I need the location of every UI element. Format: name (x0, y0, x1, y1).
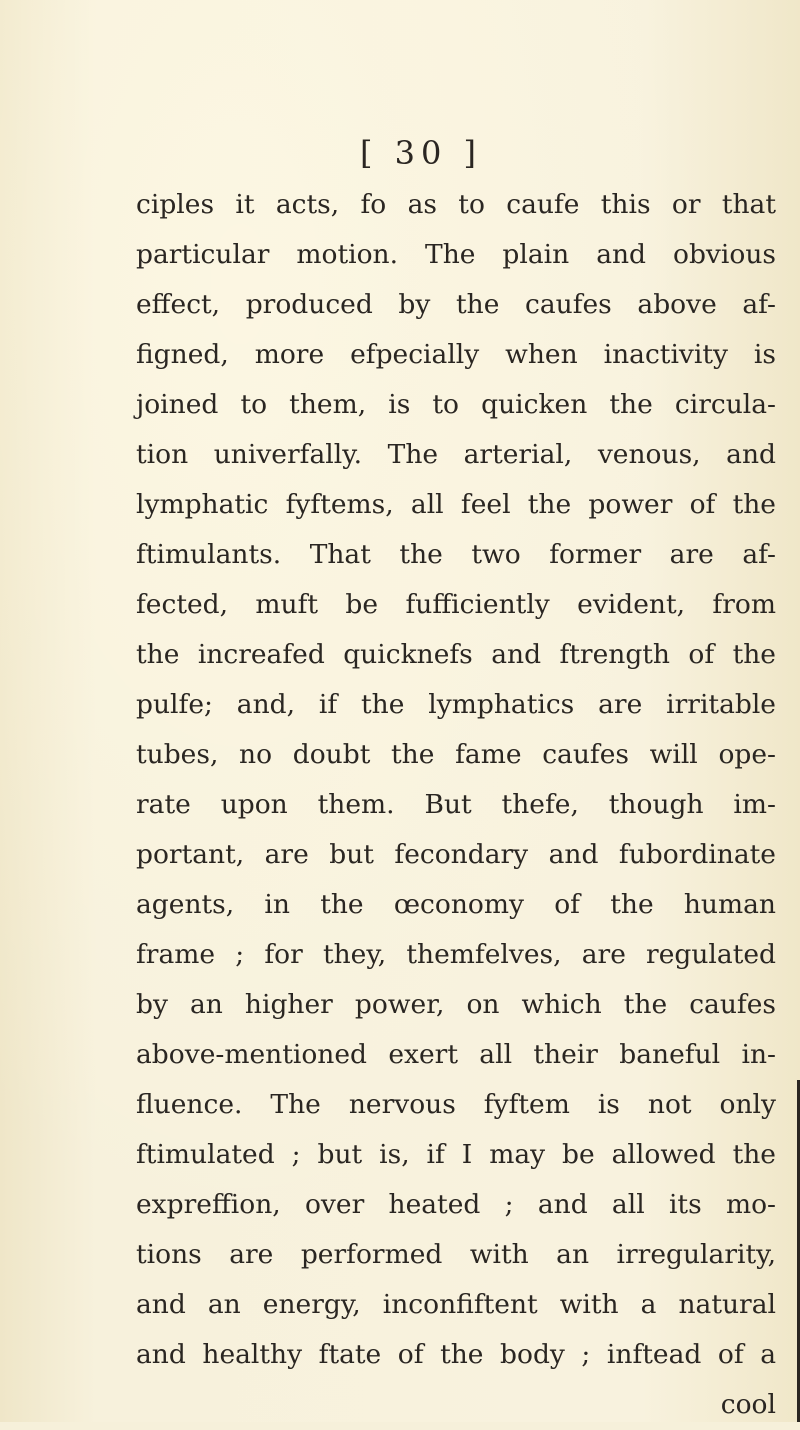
text-line: rate upon them. But thefe, though im- (136, 789, 776, 820)
text-line: and healthy ftate of the body ; inftead of a (136, 1339, 776, 1370)
text-line: joined to them, is to quicken the circula- (136, 389, 776, 420)
text-line: fluence. The nervous fyftem is not only (136, 1089, 776, 1120)
text-line: fected, muft be fufficiently evident, from (136, 589, 776, 620)
text-line: expreffion, over heated ; and all its mo- (136, 1189, 776, 1220)
text-line: tions are performed with an irregularity, (136, 1239, 776, 1270)
text-line: ftimulated ; but is, if I may be allowed the (136, 1139, 776, 1170)
text-line: agents, in the œconomy of the human (136, 889, 776, 920)
text-line: particular motion. The plain and obvious (136, 239, 776, 270)
text-line: lymphatic fyftems, all feel the power of the (136, 489, 776, 520)
text-line: above-mentioned exert all their baneful in- (136, 1039, 776, 1070)
body-text (136, 180, 776, 1430)
text-line: ftimulants. That the two former are af- (136, 539, 776, 570)
text-line: and an energy, inconfiftent with a natural (136, 1289, 776, 1320)
text-line: figned, more efpecially when inactivity is (136, 339, 776, 370)
text-line: the increafed quicknefs and ftrength of the (136, 639, 776, 670)
text-line: pulfe; and, if the lymphatics are irritable (136, 689, 776, 720)
text-line: by an higher power, on which the caufes (136, 989, 776, 1020)
text-line: effect, produced by the caufes above af- (136, 289, 776, 320)
text-line: frame ; for they, themfelves, are regulated (136, 939, 776, 970)
text-line: ciples it acts, fo as to caufe this or that (136, 189, 776, 220)
catchword: cool (720, 1389, 776, 1420)
text-line: tion univerfally. The arterial, venous, and (136, 439, 776, 470)
text-line: tubes, no doubt the fame caufes will ope- (136, 739, 776, 770)
text-line: portant, are but fecondary and fubordinate (136, 839, 776, 870)
page-number: [ 30 ] (360, 134, 483, 172)
